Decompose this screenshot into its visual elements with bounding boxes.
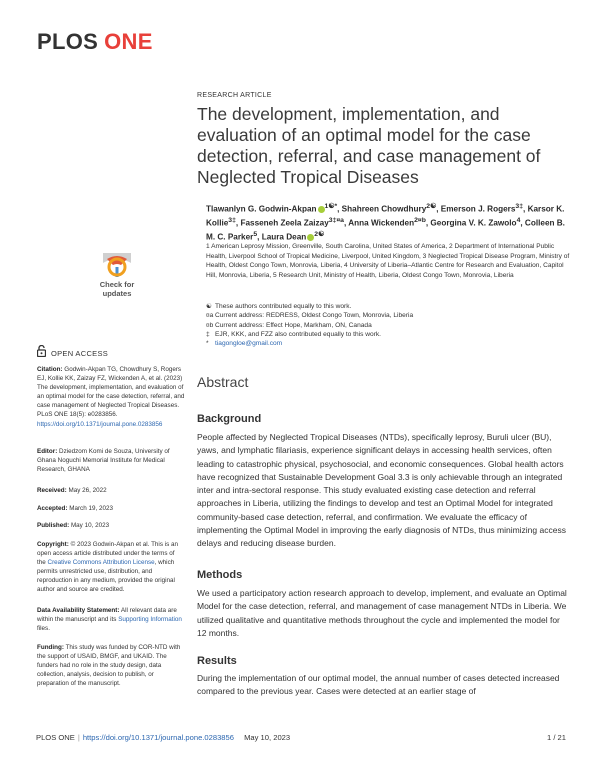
- citation-doi-link[interactable]: https://doi.org/10.1371/journal.pone.0283856: [37, 420, 163, 428]
- received-label: Received:: [37, 487, 67, 494]
- author-name[interactable]: , Karsor K. Kollie: [206, 204, 565, 228]
- author-list: [206, 201, 571, 244]
- results-heading: Results: [197, 655, 237, 667]
- background-heading: Background: [197, 413, 262, 425]
- note-item: [206, 302, 574, 311]
- author-sup: 3‡: [515, 203, 524, 210]
- received-block: [37, 486, 185, 495]
- copyright-text: © 2023 Godwin-Akpan et al. This is an open access article distributed under the terms of the: [37, 541, 179, 567]
- affiliations: 1 American Leprosy Mission, Greenville, South Carolina, United States of America, 2 Department of International Public Health, Liverpool School of Tropical Medicine, Liverpool, United Kingdom, 3 Neglected Tropical Disease Program, Ministry of Health, Oldest Congo Town, Monrovia, Liberia, 4 University of Liberia–Atlantic Centre for Research and Evaluation, Capitol Hill, Monrovia, Liberia, 5 Research Unit, Ministry of Health, Liberia, Oldest Congo Town, Monrovia, Liberia: [206, 243, 570, 279]
- copyright-text-end: , which permits unrestricted use, distribution, and reproduction in any medium, provided the original author and source are credited.: [37, 559, 175, 594]
- open-access-label: OPEN ACCESS: [51, 349, 109, 358]
- supporting-info-link[interactable]: Supporting Information: [118, 616, 182, 624]
- author-sup: 2¤b: [414, 217, 426, 225]
- note-item: [206, 330, 574, 339]
- published-date: May 10, 2023: [70, 522, 110, 529]
- citation-label: Citation:: [37, 366, 63, 373]
- author-sup: 1☯*: [324, 203, 338, 210]
- author-sup: 3‡¤a: [328, 217, 344, 225]
- note-symbol: ¤a: [206, 312, 214, 320]
- funding-block: [37, 643, 185, 688]
- orcid-icon[interactable]: [318, 206, 325, 213]
- email-link[interactable]: tiagongloe@gmail.com: [215, 340, 283, 348]
- data-availability-text-end: files.: [37, 625, 50, 633]
- footer-doi-link[interactable]: https://doi.org/10.1371/journal.pone.0283856: [82, 733, 234, 742]
- note-symbol: ☯: [206, 303, 212, 310]
- journal-logo-part1: PLOS: [37, 29, 99, 54]
- author-sup: 5: [253, 231, 258, 239]
- note-symbol: ¤b: [206, 321, 214, 329]
- note-text: EJR, KKK, and FZZ also contributed equally to this work.: [215, 330, 382, 338]
- author-name[interactable]: , Shahreen Chowdhury: [337, 204, 427, 214]
- author-notes: [206, 302, 574, 348]
- check-updates-line1: Check for: [99, 280, 135, 289]
- citation-block: [37, 365, 185, 429]
- published-label: Published:: [37, 522, 70, 529]
- methods-text: We used a participatory action research approach to develop, implement, and evaluate an Optimal Model for the case detection, referral, and management of case management NTDs in Liberia. We utilized qualitative and quantitative methods throughout the cycle and implemented the model for 12 months.: [197, 588, 567, 638]
- footer-journal: PLOS ONE: [36, 733, 75, 742]
- open-access-lock-icon: [37, 345, 46, 357]
- note-symbol: *: [206, 340, 209, 348]
- editor-block: [37, 447, 185, 474]
- author-name[interactable]: Tlawanlyn G. Godwin-Akpan: [206, 204, 317, 214]
- author-name[interactable]: , Emerson J. Rogers: [436, 204, 516, 214]
- article-type: RESEARCH ARTICLE: [197, 92, 272, 99]
- author-sup: 2☯: [426, 203, 437, 210]
- accepted-label: Accepted:: [37, 505, 68, 512]
- note-text: These authors contributed equally to this work.: [215, 303, 352, 310]
- copyright-block: [37, 540, 185, 595]
- accepted-block: [37, 504, 185, 513]
- published-block: [37, 521, 185, 530]
- received-date: May 26, 2022: [68, 487, 107, 494]
- abstract-heading: Abstract: [197, 374, 249, 390]
- copyright-label: Copyright:: [37, 541, 69, 548]
- author-name[interactable]: , Laura Dean: [257, 233, 307, 243]
- note-item: [206, 339, 574, 348]
- funding-label: Funding:: [37, 644, 64, 651]
- note-item: [206, 321, 574, 330]
- footer-date: May 10, 2023: [244, 733, 291, 742]
- author-name[interactable]: , Georgina V. K. Zawolo: [425, 218, 517, 228]
- methods-heading: Methods: [197, 569, 243, 581]
- background-text: People affected by Neglected Tropical Diseases (NTDs), specifically leprosy, Buruli ulcer (BU), yaws, and lymphatic filariasis, experience significant delays in accessing health services, often leading to catastrophic physical, psychosocial, and economic consequences. Global health actors have recognized that Sustainable Development Goal 3.3 is only achievable through an integrated inter and intra-sectoral response. This study evaluated existing case detection and referral approaches in Liberia, utilizing the findings to develop and test an Optimal Model for integrated community-based case detection, referral, and confirmation. We evaluate the efficacy of implementing the Optimal Model in improving the early diagnosis of NTDs, thus minimizing access delays and reducing disease burden.: [197, 432, 566, 549]
- citation-text: Godwin-Akpan TG, Chowdhury S, Rogers EJ, Kollie KK, Zaizay FZ, Wickenden A, et al. (2023) The development, implementation, and evaluation of an optimal model for the case detection, referral, and case management of Neglected Tropical Diseases. PLoS ONE 18(5): e0283856.: [37, 366, 185, 419]
- author-sup: 2☯: [314, 231, 325, 239]
- author-sup: 4: [516, 217, 521, 225]
- note-symbol: ‡: [206, 330, 210, 338]
- check-updates-line2: updates: [102, 289, 132, 298]
- data-availability-block: [37, 606, 185, 633]
- data-availability-text: All relevant data are within the manuscript and its: [37, 607, 177, 624]
- page-footer: PLOS ONE | https://doi.org/10.1371/journal.pone.0283856 May 10, 2023: [36, 733, 291, 742]
- author-name[interactable]: , Fasseneh Zeela Zaizay: [235, 218, 329, 228]
- author-name[interactable]: , Anna Wickenden: [343, 218, 415, 228]
- editor-label: Editor:: [37, 448, 58, 455]
- note-text: Current address: REDRESS, Oldest Congo Town, Monrovia, Liberia: [215, 312, 414, 320]
- note-text: Current address: Effect Hope, Markham, ON, Canada: [215, 321, 372, 329]
- accepted-date: March 19, 2023: [69, 505, 113, 512]
- article-title: The development, implementation, and evaluation of an optimal model for the case detection, referral, and case management of Neglected Tropical Diseases: [197, 104, 541, 187]
- author-sup: 3‡: [228, 217, 236, 225]
- license-link[interactable]: Creative Commons Attribution License: [47, 559, 155, 567]
- funding-text: This study was funded by COR-NTD with the support of USAID, BMGF, and UKAID. The funders had no role in the study design, data collection, analysis, decision to publish, or preparation of the manuscript.: [37, 644, 181, 688]
- author-name[interactable]: , Colleen B. M. C. Parker: [206, 218, 565, 243]
- journal-logo-part2: ONE: [104, 29, 153, 54]
- page-number: 1 / 21: [547, 733, 566, 742]
- check-for-updates-label[interactable]: [88, 280, 146, 298]
- editor-text: Dziedzom Komi de Souza, University of Ghana Noguchi Memorial Institute for Medical Research, GHANA: [37, 448, 170, 474]
- note-item: [206, 311, 574, 320]
- results-text: During the implementation of our optimal model, the annual number of cases detected increased compared to the previous year. Cases were detected at an earlier stage of: [197, 673, 560, 697]
- journal-logo[interactable]: [37, 29, 153, 55]
- data-availability-label: Data Availability Statement:: [37, 607, 120, 614]
